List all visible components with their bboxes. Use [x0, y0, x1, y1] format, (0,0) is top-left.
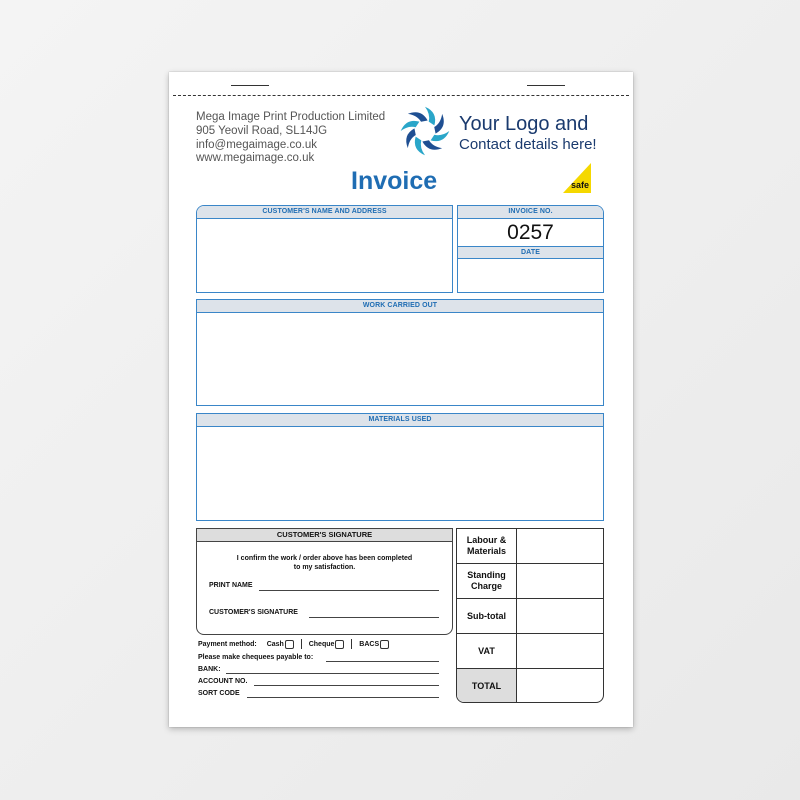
company-email: info@megaimage.co.uk	[196, 138, 317, 151]
payable-to-label: Please make chequees payable to:	[198, 654, 314, 661]
cheque-checkbox[interactable]	[335, 640, 344, 649]
totals-row-labour	[457, 529, 603, 564]
sort-code-label: SORT CODE	[198, 690, 240, 697]
customer-signature-box	[196, 528, 453, 635]
totals-row-standing	[457, 564, 603, 599]
sheet-tab-left	[231, 85, 269, 86]
cash-checkbox[interactable]	[285, 640, 294, 649]
bacs-checkbox[interactable]	[380, 640, 389, 649]
sheet-tab-right	[527, 85, 565, 86]
logo-swirl-icon	[397, 103, 453, 159]
sort-code-field[interactable]	[247, 697, 439, 698]
bacs-label: BACS	[359, 640, 380, 648]
customer-header: CUSTOMER'S NAME AND ADDRESS	[197, 206, 452, 219]
total-value[interactable]	[517, 669, 603, 703]
totals-row-vat	[457, 634, 603, 669]
customer-signature-field[interactable]	[309, 617, 439, 618]
perforation-line	[173, 95, 629, 96]
signature-header: CUSTOMER'S SIGNATURE	[197, 529, 452, 542]
invoice-title: Invoice	[351, 167, 438, 195]
bank-field[interactable]	[226, 673, 439, 674]
standing-line-2: Charge	[470, 581, 502, 591]
labour-line-1: Labour &	[466, 535, 507, 545]
work-header: WORK CARRIED OUT	[197, 300, 603, 313]
standing-charge-label	[457, 564, 517, 598]
invoice-number-box[interactable]	[457, 205, 604, 293]
payable-to-field[interactable]	[326, 661, 439, 662]
vat-label: VAT	[457, 634, 517, 668]
invoice-number-header: INVOICE NO.	[458, 206, 603, 219]
print-name-label: PRINT NAME	[209, 582, 253, 589]
materials-used-box[interactable]	[196, 413, 604, 521]
total-label: TOTAL	[457, 669, 517, 703]
print-name-field[interactable]	[259, 590, 439, 591]
bank-label: BANK:	[198, 666, 221, 673]
vat-value[interactable]	[517, 634, 603, 668]
account-number-field[interactable]	[254, 685, 439, 686]
labour-line-2: Materials	[466, 546, 507, 556]
date-header: DATE	[458, 246, 603, 259]
account-number-label: ACCOUNT NO.	[198, 678, 248, 685]
totals-row-subtotal	[457, 599, 603, 634]
work-carried-out-box[interactable]	[196, 299, 604, 406]
separator	[301, 639, 302, 649]
subtotal-value[interactable]	[517, 599, 603, 633]
confirm-line-2: to my satisfaction.	[293, 564, 356, 571]
gas-safe-badge-icon	[561, 161, 595, 195]
customer-signature-label: CUSTOMER'S SIGNATURE	[209, 609, 298, 616]
payment-method-label: Payment method:	[198, 640, 257, 648]
standing-charge-value[interactable]	[517, 564, 603, 598]
gas-safe-text: safe	[570, 180, 590, 190]
logo-text	[459, 112, 597, 154]
confirm-line-1: I confirm the work / order above has been completed	[236, 555, 413, 562]
signature-confirmation	[197, 554, 452, 572]
subtotal-label: Sub-total	[457, 599, 517, 633]
company-address: 905 Yeovil Road, SL14JG	[196, 124, 328, 137]
logo-line-1: Your Logo and	[459, 113, 589, 135]
customer-box[interactable]	[196, 205, 453, 293]
labour-materials-label	[457, 529, 517, 563]
totals-row-total	[457, 669, 603, 703]
logo-line-2: Contact details here!	[459, 136, 597, 153]
standing-line-1: Standing	[467, 570, 506, 580]
labour-materials-value[interactable]	[517, 529, 603, 563]
cheque-label: Cheque	[308, 640, 335, 648]
company-details	[196, 111, 385, 166]
invoice-sheet	[169, 72, 633, 727]
company-website: www.megaimage.co.uk	[196, 152, 315, 165]
invoice-number-value: 0257	[507, 221, 554, 244]
company-name: Mega Image Print Production Limited	[196, 111, 386, 123]
cash-label: Cash	[266, 640, 284, 648]
totals-table	[456, 528, 604, 703]
payment-method-row	[198, 639, 389, 649]
materials-header: MATERIALS USED	[197, 414, 603, 427]
separator	[351, 639, 352, 649]
